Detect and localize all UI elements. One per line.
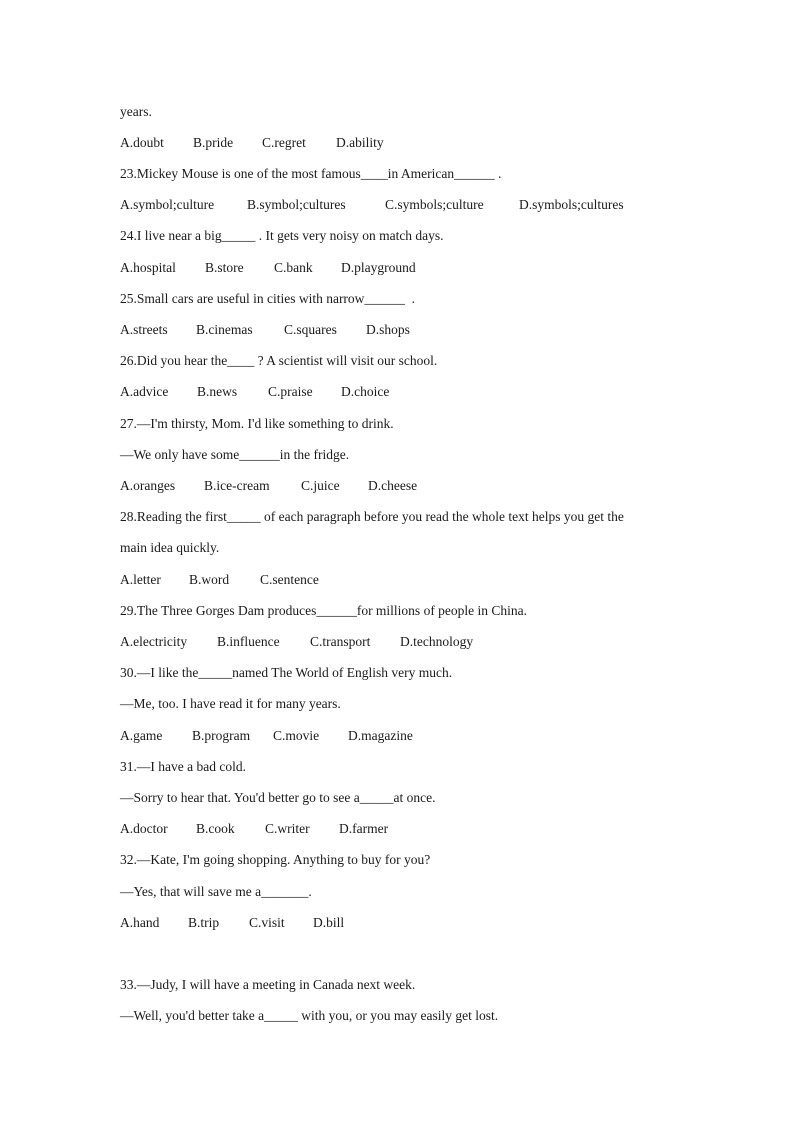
option-c: C.writer	[265, 821, 310, 836]
question-28-stem: 28.Reading the first_____ of each paragraph before you read the whole text helps you get the	[120, 509, 624, 524]
question-25-stem: 25.Small cars are useful in cities with narrow______ .	[120, 291, 416, 306]
option-c: C.visit	[249, 915, 285, 930]
option-d: D.choice	[341, 384, 390, 399]
option-a: A.letter	[120, 572, 161, 587]
option-a: A.doctor	[120, 821, 168, 836]
option-a: A.symbol;culture	[120, 197, 215, 212]
question-33-stem: 33.—Judy, I will have a meeting in Canada next week.	[120, 977, 416, 992]
question-30-reply: —Me, too. I have read it for many years.	[120, 696, 341, 711]
option-b: B.symbol;cultures	[247, 197, 346, 212]
option-b: B.word	[189, 572, 230, 587]
question-27-reply: —We only have some______in the fridge.	[120, 447, 350, 462]
option-c: C.movie	[273, 728, 320, 743]
question-26-stem: 26.Did you hear the____ ? A scientist will visit our school.	[120, 353, 438, 368]
option-b: B.cook	[196, 821, 235, 836]
option-d: D.cheese	[368, 478, 418, 493]
option-c: C.sentence	[260, 572, 319, 587]
option-d: D.magazine	[348, 728, 413, 743]
option-b: B.ice-cream	[204, 478, 270, 493]
option-a: A.doubt	[120, 135, 164, 150]
question-28-stem-cont: main idea quickly.	[120, 540, 220, 555]
option-c: C.bank	[274, 260, 313, 275]
question-29-stem: 29.The Three Gorges Dam produces______for millions of people in China.	[120, 603, 528, 618]
question-32-reply: —Yes, that will save me a_______.	[120, 884, 312, 899]
option-d: D.shops	[366, 322, 410, 337]
option-c: C.regret	[262, 135, 306, 150]
option-a: A.oranges	[120, 478, 176, 493]
question-32-stem: 32.—Kate, I'm going shopping. Anything to buy for you?	[120, 852, 431, 867]
option-b: B.news	[197, 384, 238, 399]
option-a: A.advice	[120, 384, 169, 399]
question-27-stem: 27.—I'm thirsty, Mom. I'd like something to drink.	[120, 416, 394, 431]
option-c: C.symbols;culture	[385, 197, 484, 212]
option-a: A.hospital	[120, 260, 176, 275]
option-a: A.game	[120, 728, 163, 743]
option-c: C.squares	[284, 322, 337, 337]
option-a: A.hand	[120, 915, 160, 930]
question-33-reply: —Well, you'd better take a_____ with you, or you may easily get lost.	[120, 1008, 499, 1023]
option-b: B.pride	[193, 135, 234, 150]
option-a: A.streets	[120, 322, 168, 337]
option-b: B.program	[192, 728, 251, 743]
option-d: D.farmer	[339, 821, 389, 836]
option-d: D.technology	[400, 634, 474, 649]
option-b: B.cinemas	[196, 322, 253, 337]
question-24-stem: 24.I live near a big_____ . It gets very noisy on match days.	[120, 228, 444, 243]
question-31-reply: —Sorry to hear that. You'd better go to see a_____at once.	[120, 790, 436, 805]
option-d: D.ability	[336, 135, 384, 150]
option-a: A.electricity	[120, 634, 188, 649]
option-b: B.trip	[188, 915, 220, 930]
question-30-stem: 30.—I like the_____named The World of English very much.	[120, 665, 453, 680]
question-31-stem: 31.—I have a bad cold.	[120, 759, 246, 774]
question-22-stem-tail: years.	[120, 104, 152, 119]
question-23-stem: 23.Mickey Mouse is one of the most famous____in American______ .	[120, 166, 502, 181]
option-d: D.symbols;cultures	[519, 197, 624, 212]
option-c: C.juice	[301, 478, 340, 493]
option-d: D.playground	[341, 260, 416, 275]
option-b: B.influence	[217, 634, 280, 649]
option-b: B.store	[205, 260, 244, 275]
option-d: D.bill	[313, 915, 345, 930]
option-c: C.transport	[310, 634, 371, 649]
option-c: C.praise	[268, 384, 313, 399]
